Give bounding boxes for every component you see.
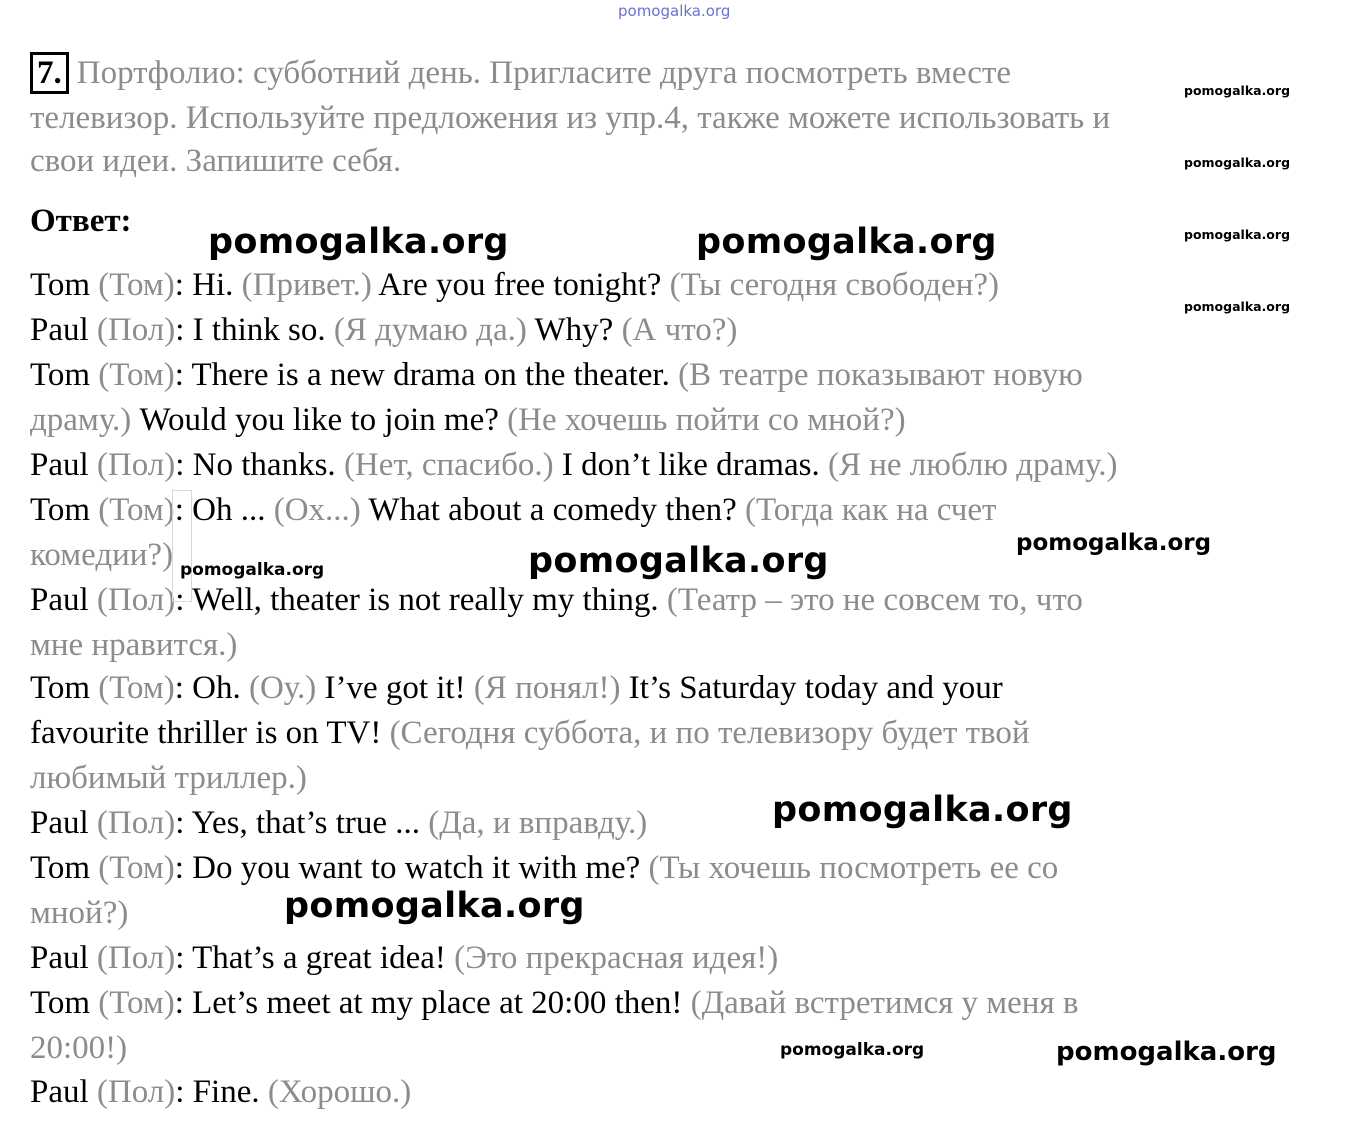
english-text: : That’s a great idea! <box>175 940 455 976</box>
dialogue-line <box>30 580 1083 620</box>
dialogue-line <box>30 938 778 978</box>
translation-text: (Оу.) <box>248 670 325 706</box>
translation-text: (Ох...) <box>273 492 369 528</box>
dialogue-line <box>30 758 307 798</box>
translation-text: (Пол) <box>96 312 176 348</box>
english-text: : Well, theater is not really my thing. <box>175 582 667 618</box>
english-text: Paul <box>30 312 97 348</box>
translation-text: (Я не люблю драму.) <box>827 447 1118 483</box>
watermark: pomogalka.org <box>284 886 585 926</box>
translation-text: (А что?) <box>621 312 738 348</box>
translation-text: (Хорошо.) <box>267 1074 412 1110</box>
translation-text: (Привет.) <box>241 267 379 303</box>
english-text: Tom <box>30 492 99 528</box>
translation-text: (Том) <box>98 267 175 303</box>
dialogue-line <box>30 893 128 933</box>
english-text: Tom <box>30 850 99 886</box>
translation-text: (Пол) <box>96 940 176 976</box>
translation-text: любимый триллер.) <box>30 760 307 796</box>
english-text: : Fine. <box>175 1074 268 1110</box>
translation-text: (Я думаю да.) <box>333 312 535 348</box>
translation-text: (Том) <box>98 850 175 886</box>
english-text: Tom <box>30 670 99 706</box>
english-text: Paul <box>30 447 97 483</box>
translation-text: (Я понял!) <box>473 670 629 706</box>
watermark: pomogalka.org <box>208 222 509 262</box>
watermark: pomogalka.org <box>1056 1037 1277 1067</box>
task-text-1: Портфолио: субботний день. Пригласите друга посмотреть вместе <box>76 55 1012 91</box>
translation-text: (Том) <box>98 985 175 1021</box>
translation-text: (Не хочешь пойти со мной?) <box>507 402 906 438</box>
watermark: pomogalka.org <box>1184 83 1291 98</box>
watermark: pomogalka.org <box>1184 299 1291 314</box>
dialogue-line <box>30 1028 127 1068</box>
dialogue-line <box>30 848 1058 888</box>
english-text: : Do you want to watch it with me? <box>174 850 649 886</box>
english-text: : No thanks. <box>175 447 344 483</box>
translation-text: (Пол) <box>96 1074 176 1110</box>
translation-text: (Нет, спасибо.) <box>343 447 562 483</box>
english-text: : Oh ... <box>174 492 274 528</box>
translation-text: (Пол) <box>96 582 176 618</box>
dialogue-line <box>30 400 906 440</box>
english-text: favourite thriller is on TV! <box>30 715 390 751</box>
translation-text: (Тогда как на счет <box>745 492 997 528</box>
task-line-3: свои идеи. Запишите себя. <box>30 143 402 179</box>
watermark: pomogalka.org <box>1184 227 1291 242</box>
dialogue-line <box>30 490 996 530</box>
english-text: It’s Saturday today and your <box>628 670 1003 706</box>
english-text: Paul <box>30 582 97 618</box>
english-text: Paul <box>30 805 97 841</box>
dialogue-line <box>30 310 737 350</box>
english-text: Tom <box>30 267 99 303</box>
english-text: : Hi. <box>174 267 242 303</box>
dialogue-line <box>30 265 999 305</box>
watermark: pomogalka.org <box>180 560 325 580</box>
dialogue-line <box>30 355 1083 395</box>
watermark: pomogalka.org <box>1184 155 1291 170</box>
task-line-1 <box>30 52 1011 94</box>
translation-text: (Пол) <box>96 447 176 483</box>
translation-text: (Давай встретимся у меня в <box>690 985 1079 1021</box>
english-text: What about a comedy then? <box>368 492 746 528</box>
translation-text: (Театр – это не совсем то, что <box>666 582 1083 618</box>
translation-text: (Сегодня суббота, и по телевизору будет твой <box>389 715 1030 751</box>
translation-text: (Том) <box>98 357 175 393</box>
english-text: : Yes, that’s true ... <box>175 805 429 841</box>
watermark-top: pomogalka.org <box>618 2 731 20</box>
dialogue-line <box>30 983 1078 1023</box>
english-text: : Let’s meet at my place at 20:00 then! <box>174 985 691 1021</box>
english-text: : There is a new drama on the theater. <box>174 357 679 393</box>
watermark: pomogalka.org <box>696 222 997 262</box>
dialogue-line <box>30 713 1030 753</box>
translation-text: комедии?) <box>30 537 174 573</box>
dialogue-line <box>30 668 1003 708</box>
translation-text: мной?) <box>30 895 129 931</box>
dialogue-line <box>30 1072 411 1112</box>
translation-text: (Том) <box>98 670 175 706</box>
english-text: Tom <box>30 985 99 1021</box>
task-line-2: телевизор. Используйте предложения из упр.4, также можете использовать и <box>30 100 1111 136</box>
translation-text: (Да, и вправду.) <box>428 805 648 841</box>
translation-text: (Ты сегодня свободен?) <box>669 267 999 303</box>
english-text: I don’t like dramas. <box>561 447 828 483</box>
english-text: Would you like to join me? <box>139 402 508 438</box>
english-text: Paul <box>30 1074 97 1110</box>
watermark: pomogalka.org <box>780 1040 925 1060</box>
translation-text: (Пол) <box>96 805 176 841</box>
dialogue-line <box>30 535 173 575</box>
english-text: Are you free tonight? <box>378 267 670 303</box>
task-number: 7. <box>30 52 69 94</box>
answer-label: Ответ: <box>30 203 132 239</box>
dialogue-line <box>30 445 1118 485</box>
english-text: Tom <box>30 357 99 393</box>
watermark: pomogalka.org <box>1016 530 1212 556</box>
english-text: : I think so. <box>175 312 334 348</box>
english-text: Why? <box>534 312 622 348</box>
dialogue-line <box>30 625 237 665</box>
translation-text: (В театре показывают новую <box>678 357 1083 393</box>
watermark: pomogalka.org <box>772 790 1073 830</box>
dialogue-line <box>30 803 647 843</box>
english-text: Paul <box>30 940 97 976</box>
english-text: : Oh. <box>174 670 249 706</box>
english-text: I’ve got it! <box>324 670 474 706</box>
translation-text: мне нравится.) <box>30 627 238 663</box>
translation-text: (Том) <box>98 492 175 528</box>
translation-text: 20:00!) <box>30 1030 128 1066</box>
translation-text: (Это прекрасная идея!) <box>454 940 779 976</box>
translation-text: драму.) <box>30 402 140 438</box>
watermark: pomogalka.org <box>528 541 829 581</box>
translation-text: (Ты хочешь посмотреть ее со <box>648 850 1059 886</box>
